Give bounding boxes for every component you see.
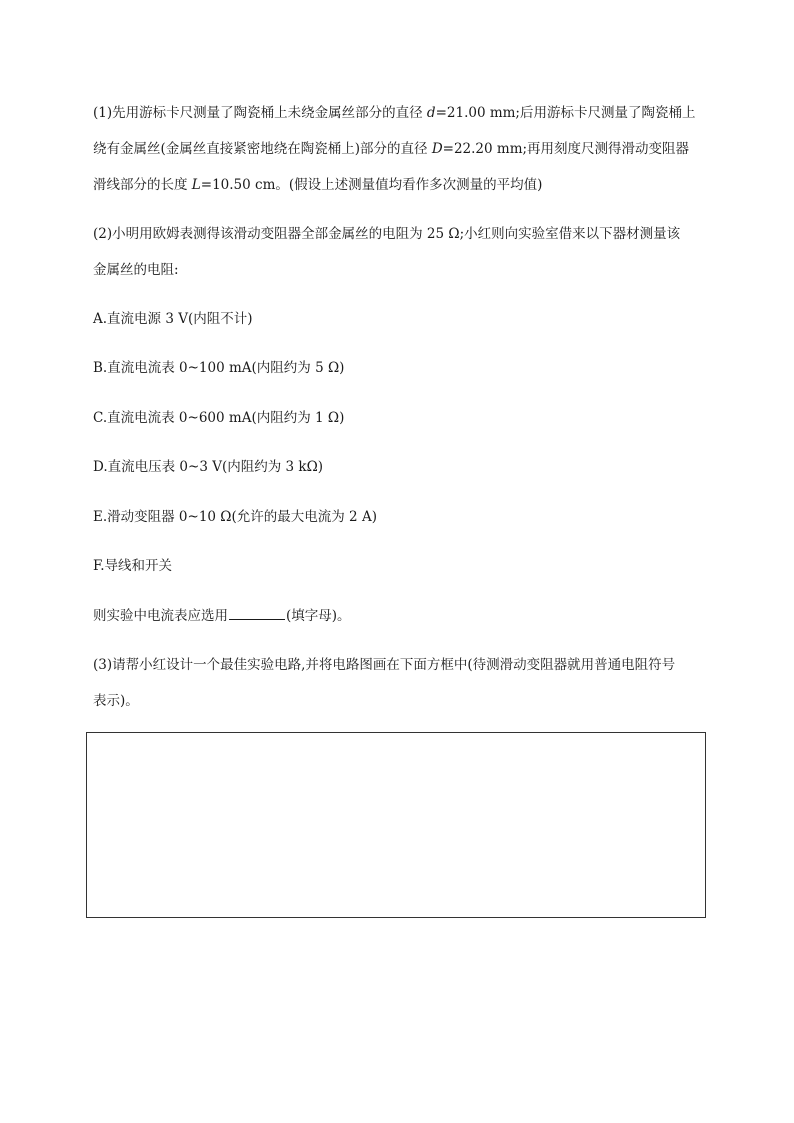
part1-line3: [93, 175, 542, 195]
variable-D: D: [431, 141, 443, 157]
text-segment: =22.20 mm;再用刻度尺测得滑动变阻器: [442, 141, 690, 157]
variable-L: L: [191, 177, 201, 193]
question-text: 则实验中电流表应选用: [93, 608, 228, 624]
option-c: C.直流电流表 0~600 mA(内阻约为 1 Ω): [93, 410, 345, 426]
text-segment: (1)先用游标卡尺测量了陶瓷桶上未绕金属丝部分的直径: [93, 105, 427, 121]
text-segment: =10.50 cm。(假设上述测量值均看作多次测量的平均值): [200, 177, 543, 193]
part3-line2: 表示)。: [93, 693, 139, 709]
question-text-end: (填字母)。: [286, 608, 351, 624]
answer-blank[interactable]: [229, 605, 285, 620]
variable-d: d: [426, 105, 436, 121]
option-e: E.滑动变阻器 0~10 Ω(允许的最大电流为 2 A): [93, 509, 377, 525]
part3-line1: (3)请帮小红设计一个最佳实验电路,并将电路图画在下面方框中(待测滑动变阻器就用普通电阻符号: [93, 657, 676, 673]
part2-line2: 金属丝的电阻:: [93, 262, 179, 278]
question-line: [93, 605, 351, 626]
part1-line1: [93, 103, 695, 123]
part2-line1: (2)小明用欧姆表测得该滑动变阻器全部金属丝的电阻为 25 Ω;小红则向实验室借来以下器材测量该: [93, 226, 681, 242]
option-f: F.导线和开关: [93, 558, 173, 574]
circuit-drawing-box[interactable]: [86, 732, 706, 918]
option-a: A.直流电源 3 V(内阻不计): [93, 311, 253, 327]
option-b: B.直流电流表 0~100 mA(内阻约为 5 Ω): [93, 360, 345, 376]
text-segment: 滑线部分的长度: [93, 177, 192, 193]
option-d: D.直流电压表 0~3 V(内阻约为 3 kΩ): [93, 459, 324, 475]
text-segment: 绕有金属丝(金属丝直接紧密地绕在陶瓷桶上)部分的直径: [93, 141, 432, 157]
part1-line2: [93, 139, 689, 159]
text-segment: =21.00 mm;后用游标卡尺测量了陶瓷桶上: [435, 105, 696, 121]
